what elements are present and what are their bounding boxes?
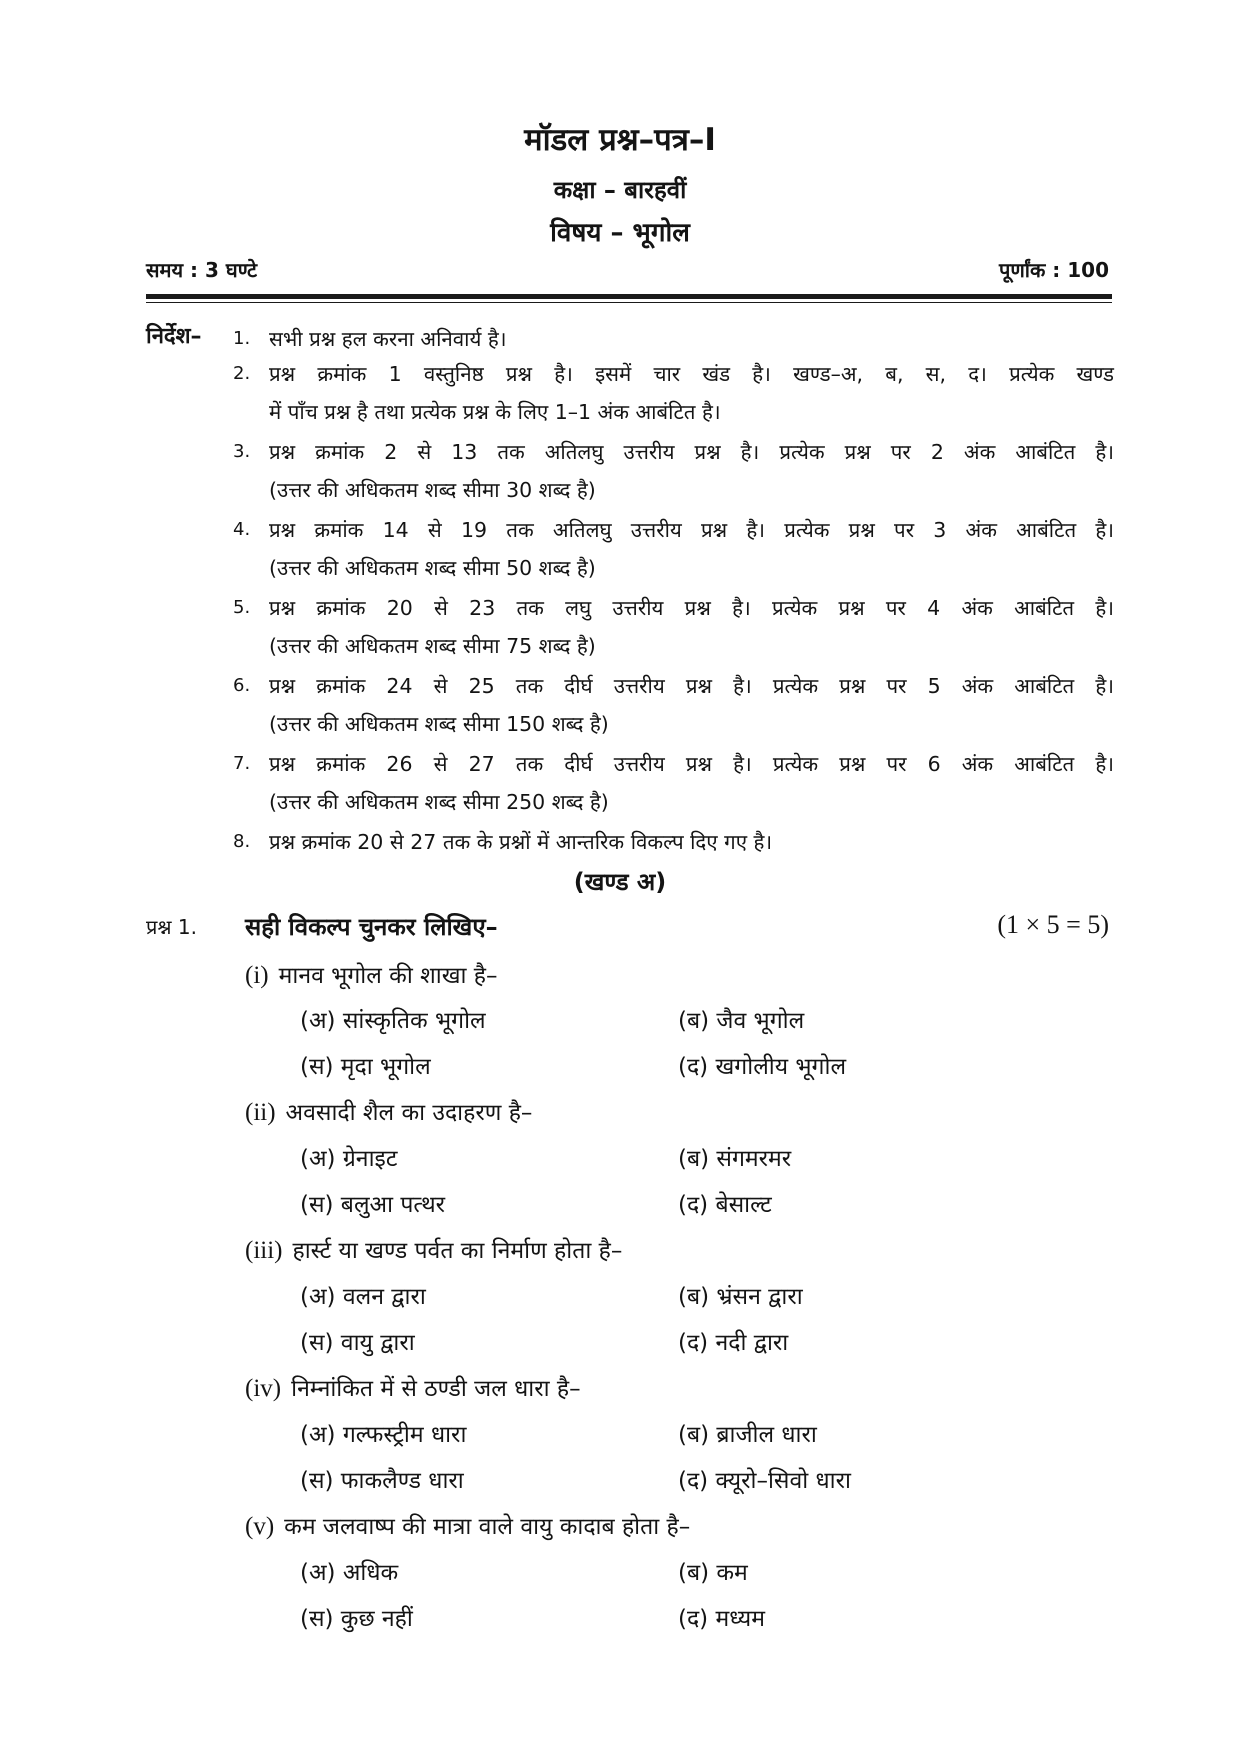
instruction-line: (उत्तर की अधिकतम शब्द सीमा 75 शब्द है) [269, 634, 596, 658]
option-d: (द) नदी द्वारा [678, 1330, 789, 1356]
instruction-line: (उत्तर की अधिकतम शब्द सीमा 150 शब्द है) [269, 712, 609, 736]
sub-question-text: कम जलवाष्प की मात्रा वाले वायु कादाब होता है– [284, 1514, 691, 1540]
option-b: (ब) कम [678, 1560, 748, 1586]
instruction-number: 1. [233, 328, 251, 349]
sub-question-text: मानव भूगोल की शाखा है– [278, 963, 498, 989]
instruction-number: 2. [233, 363, 251, 384]
instruction-number: 3. [233, 441, 251, 462]
sub-question-text: निम्नांकित में से ठण्डी जल धारा है– [291, 1376, 581, 1402]
subject-line: विषय – भूगोल [550, 218, 690, 248]
sub-question-text: अवसादी शैल का उदाहरण है– [285, 1100, 533, 1126]
sub-question [245, 1371, 581, 1403]
option-d: (द) मध्यम [678, 1606, 765, 1632]
sub-question [245, 1509, 690, 1541]
option-a: (अ) ग्रेनाइट [300, 1146, 398, 1172]
option-b: (ब) जैव भूगोल [678, 1008, 805, 1034]
option-d: (द) खगोलीय भूगोल [678, 1054, 847, 1080]
option-c: (स) वायु द्वारा [300, 1330, 415, 1356]
option-a: (अ) अधिक [300, 1560, 399, 1586]
sub-question-number: (i) [245, 962, 269, 989]
option-a: (अ) सांस्कृतिक भूगोल [300, 1008, 486, 1034]
instruction-line: (उत्तर की अधिकतम शब्द सीमा 50 शब्द है) [269, 556, 596, 580]
instruction-line: प्रश्न क्रमांक 14 से 19 तक अतिलघु उत्तरीय प्रश्न है। प्रत्येक प्रश्न पर 3 अंक आबंटित है। [269, 518, 1114, 542]
question-1-marks: (1 × 5 = 5) [997, 910, 1109, 939]
instruction-line: में पाँच प्रश्न है तथा प्रत्येक प्रश्न के लिए 1–1 अंक आबंटित है। [269, 400, 721, 424]
instruction-number: 5. [233, 597, 251, 618]
sub-question-number: (iii) [245, 1237, 283, 1264]
question-1-heading: सही विकल्प चुनकर लिखिए– [245, 913, 498, 941]
option-c: (स) मृदा भूगोल [300, 1054, 431, 1080]
instruction-number: 4. [233, 519, 251, 540]
instruction-line: प्रश्न क्रमांक 24 से 25 तक दीर्घ उत्तरीय प्रश्न है। प्रत्येक प्रश्न पर 5 अंक आबंटित है। [269, 674, 1114, 698]
class-line: कक्षा – बारहवीं [553, 176, 687, 204]
option-c: (स) फाकलैण्ड धारा [300, 1468, 464, 1494]
sub-question-number: (v) [245, 1513, 275, 1540]
sub-question [245, 1095, 532, 1127]
instruction-line: सभी प्रश्न हल करना अनिवार्य है। [269, 327, 507, 351]
instruction-line: प्रश्न क्रमांक 20 से 27 तक के प्रश्नों में आन्तरिक विकल्प दिए गए है। [269, 830, 773, 854]
sub-question-text: हार्स्ट या खण्ड पर्वत का निर्माण होता है– [292, 1238, 623, 1264]
option-a: (अ) वलन द्वारा [300, 1284, 426, 1310]
sub-question-number: (ii) [245, 1099, 276, 1126]
section-a-title: (खण्ड अ) [573, 868, 667, 896]
option-d: (द) क्यूरो–सिवो धारा [678, 1468, 852, 1494]
instruction-line: प्रश्न क्रमांक 2 से 13 तक अतिलघु उत्तरीय प्रश्न है। प्रत्येक प्रश्न पर 2 अंक आबंटित है। [269, 440, 1114, 464]
question-1-label: प्रश्न 1. [146, 915, 197, 939]
instructions-heading: निर्देश– [146, 324, 202, 349]
instruction-line: प्रश्न क्रमांक 1 वस्तुनिष्ठ प्रश्न है। इसमें चार खंड है। खण्ड–अ, ब, स, द। प्रत्येक खण्ड [269, 362, 1114, 386]
paper-title: मॉडल प्रश्न–पत्र–I [524, 122, 716, 158]
instruction-number: 8. [233, 831, 251, 852]
sub-question [245, 1233, 622, 1265]
option-b: (ब) ब्राजील धारा [678, 1422, 817, 1448]
instruction-number: 7. [233, 753, 251, 774]
instruction-line: प्रश्न क्रमांक 26 से 27 तक दीर्घ उत्तरीय प्रश्न है। प्रत्येक प्रश्न पर 6 अंक आबंटित है। [269, 752, 1114, 776]
max-marks: पूर्णांक : 100 [998, 258, 1109, 282]
option-a: (अ) गल्फस्ट्रीम धारा [300, 1422, 467, 1448]
time-allowed: समय : 3 घण्टे [146, 258, 258, 282]
instruction-line: (उत्तर की अधिकतम शब्द सीमा 30 शब्द है) [269, 478, 596, 502]
option-b: (ब) संगमरमर [678, 1146, 792, 1172]
header-divider-thin [146, 302, 1112, 303]
sub-question [245, 958, 498, 990]
instruction-number: 6. [233, 675, 251, 696]
option-c: (स) बलुआ पत्थर [300, 1192, 446, 1218]
header-divider-thick [146, 294, 1112, 299]
sub-question-number: (iv) [245, 1375, 282, 1402]
option-c: (स) कुछ नहीं [300, 1606, 413, 1632]
instruction-line: (उत्तर की अधिकतम शब्द सीमा 250 शब्द है) [269, 790, 609, 814]
option-b: (ब) भ्रंसन द्वारा [678, 1284, 803, 1310]
instruction-line: प्रश्न क्रमांक 20 से 23 तक लघु उत्तरीय प्रश्न है। प्रत्येक प्रश्न पर 4 अंक आबंटित है। [269, 596, 1114, 620]
option-d: (द) बेसाल्ट [678, 1192, 772, 1218]
